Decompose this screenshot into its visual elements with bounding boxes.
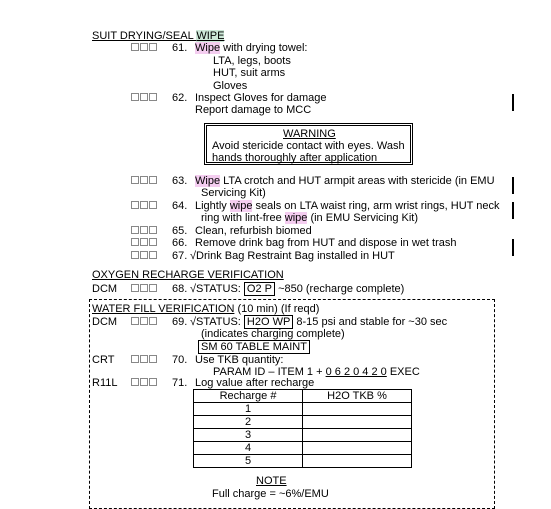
step-number: 61. <box>172 42 188 54</box>
checkboxes-61[interactable] <box>131 43 165 52</box>
recharge-number: 4 <box>194 442 303 455</box>
recharge-number: 2 <box>194 416 303 429</box>
table-header-row <box>194 390 412 403</box>
step-text: seals on LTA waist ring, arm wrist rings, HUT neck <box>252 200 500 212</box>
step-text: Use TKB quantity: <box>195 354 284 366</box>
station-label: R11L <box>92 377 118 389</box>
title-suffix: (10 min) (If reqd) <box>234 303 320 315</box>
checkboxes-70[interactable] <box>131 355 165 364</box>
change-bar <box>512 202 514 219</box>
step-69-text <box>190 316 447 328</box>
warning-box <box>204 123 413 165</box>
display-parameter: O2 P <box>244 282 275 296</box>
title-text: WATER FILL VERIFICATION <box>92 303 235 315</box>
step-text: ~850 (recharge complete) <box>278 283 405 295</box>
note-title: NOTE <box>256 475 287 487</box>
step-text: Inspect Gloves for damage <box>195 92 327 104</box>
sub-item: HUT, suit arms <box>213 67 286 79</box>
table-row <box>194 403 412 416</box>
highlight-wipe: Wipe <box>195 175 221 187</box>
checkboxes-65[interactable] <box>131 226 165 235</box>
step-number: 68. <box>172 283 188 295</box>
column-header: H2O TKB % <box>303 390 412 403</box>
param-digits: 0 6 2 0 4 2 0 <box>325 366 387 378</box>
display-parameter: H2O WP <box>244 315 293 329</box>
step-text: Remove drink bag from HUT and dispose in wet trash <box>195 237 457 249</box>
warning-text: Avoid stericide contact with eyes. Wash <box>212 140 405 152</box>
note-text: Full charge = ~6%/EMU <box>212 488 329 500</box>
section-title-suit-drying <box>92 30 224 42</box>
highlight-wipe: Wipe <box>195 42 221 54</box>
recharge-number: 5 <box>194 455 303 468</box>
step-text: 8-15 psi and stable for ~30 sec <box>296 316 448 328</box>
step-number: 69. <box>172 316 188 328</box>
column-header: Recharge # <box>194 390 303 403</box>
step-number: 63. <box>172 175 188 187</box>
step-text: Servicing Kit) <box>201 187 266 199</box>
checkboxes-64[interactable] <box>131 201 165 210</box>
h2o-value-cell[interactable] <box>303 416 412 429</box>
change-bar <box>512 239 514 256</box>
h2o-value-cell[interactable] <box>303 403 412 416</box>
step-text: (indicates charging complete) <box>201 328 345 340</box>
h2o-value-cell[interactable] <box>303 442 412 455</box>
h2o-value-cell[interactable] <box>303 455 412 468</box>
step-number: 62. <box>172 92 188 104</box>
step-text: Clean, refurbish biomed <box>195 225 312 237</box>
display-name <box>198 341 310 353</box>
warning-text: hands thoroughly after application <box>212 152 378 164</box>
step-68-text <box>190 283 404 295</box>
recharge-number: 1 <box>194 403 303 416</box>
step-text: √STATUS: <box>190 316 241 328</box>
step-text: √Drink Bag Restraint Bag installed in HUT <box>190 250 395 262</box>
table-row <box>194 429 412 442</box>
table-row <box>194 442 412 455</box>
title-text: SUIT DRYING/SEAL <box>92 30 197 42</box>
display-parameter: SM 60 TABLE MAINT <box>198 340 310 354</box>
change-bar <box>512 94 514 111</box>
change-bar <box>512 177 514 194</box>
checkboxes-62[interactable] <box>131 93 165 102</box>
table-row <box>194 455 412 468</box>
param-text: EXEC <box>386 366 420 378</box>
step-64-text-line2 <box>201 212 418 224</box>
step-text: ring with lint-free <box>201 212 285 224</box>
step-number: 65. <box>172 225 188 237</box>
step-number: 66. <box>172 237 188 249</box>
step-text: Log value after recharge <box>195 377 315 389</box>
table-row <box>194 416 412 429</box>
h2o-value-cell[interactable] <box>303 429 412 442</box>
station-label: CRT <box>92 354 115 366</box>
step-number: 70. <box>172 354 188 366</box>
checkboxes-71[interactable] <box>131 378 165 387</box>
highlight-wipe: wipe <box>284 212 308 224</box>
sub-item: LTA, legs, boots <box>213 55 291 67</box>
checkboxes-63[interactable] <box>131 176 165 185</box>
highlight-wipe: wipe <box>229 200 253 212</box>
station-label: DCM <box>92 316 118 328</box>
step-number: 64. <box>172 200 188 212</box>
step-text: LTA crotch and HUT armpit areas with stericide (in EMU <box>220 175 495 187</box>
step-text: √STATUS: <box>190 283 241 295</box>
station-label: DCM <box>92 283 118 295</box>
title-highlight: WIPE <box>196 30 225 42</box>
checkboxes-68[interactable] <box>131 284 165 293</box>
step-text: Lightly <box>195 200 230 212</box>
step-63-text <box>195 175 495 187</box>
sub-item: Gloves <box>213 80 248 92</box>
step-number: 71. <box>172 377 188 389</box>
step-text: with drying towel: <box>220 42 308 54</box>
step-text: (in EMU Servicing Kit) <box>307 212 419 224</box>
recharge-log-table <box>193 389 412 468</box>
warning-title: WARNING <box>283 128 336 140</box>
step-number: 67. <box>172 250 188 262</box>
step-text: Report damage to MCC <box>195 104 312 116</box>
checkboxes-69[interactable] <box>131 317 165 326</box>
step-61-text <box>195 42 308 54</box>
recharge-number: 3 <box>194 429 303 442</box>
section-title-oxygen: OXYGEN RECHARGE VERIFICATION <box>92 269 284 281</box>
checkboxes-66[interactable] <box>131 238 165 247</box>
step-64-text-line1 <box>195 200 499 212</box>
section-title-water <box>92 303 319 315</box>
checkboxes-67[interactable] <box>131 251 165 260</box>
param-text: PARAM ID – ITEM 1 + <box>213 366 323 378</box>
